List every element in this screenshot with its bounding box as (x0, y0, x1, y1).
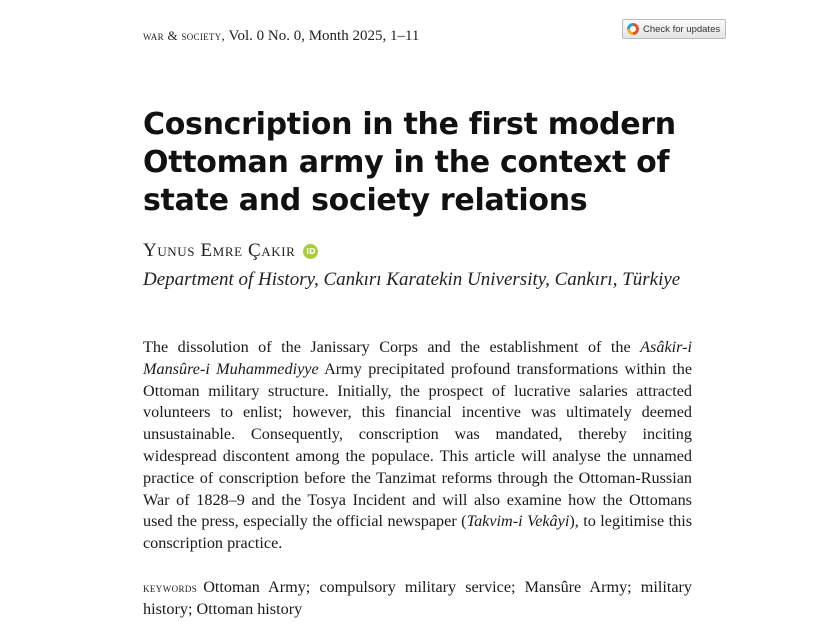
abstract-part-3: ), to legitimise this conscription practice. (143, 512, 692, 553)
keywords-text: Ottoman Army; compulsory military service; Mansûre Army; military history; Ottoman history (143, 578, 692, 618)
keywords (143, 577, 692, 621)
abstract (143, 337, 692, 555)
abstract-newspaper-name: Takvim-i Vekâyi (466, 512, 570, 531)
crossmark-icon (627, 23, 639, 35)
author-affiliation: Department of History, Cankırı Karatekin University, Cankırı, Türkiye (143, 269, 681, 290)
check-for-updates-button[interactable] (622, 19, 726, 39)
abstract-part-2: Army precipitated profound transformations within the Ottoman military structure. Initially, the prospect of lucrative salaries attracted volunteers to enlist; however, this financial incentive was ultimately deemed unsustainable. Consequently, conscription was mandated, thereby inciting widespread discontent among the populace. This article will analyse the unnamed practice of conscription before the Tanzimat reforms through the Ottoman-Russian War of 1828–9 and the Tosya Incident and will also examine how the Ottomans used the press, especially the official newspaper ( (143, 359, 692, 531)
journal-citation (143, 28, 419, 45)
author-line (143, 240, 318, 262)
author-name: Yunus Emre Çakır (143, 240, 296, 261)
abstract-army-name: Asâkir-i Mansûre-i Muhammediyye (143, 338, 692, 378)
journal-name: war & society, (143, 28, 226, 43)
abstract-part-1: The dissolution of the Janissary Corps and the establishment of the (143, 338, 641, 356)
issue-info: Vol. 0 No. 0, Month 2025, 1–11 (228, 28, 420, 44)
check-for-updates-label: Check for updates (643, 23, 721, 35)
article-title: Cosncription in the first modern Ottoman army in the context of state and society relations (143, 107, 676, 218)
keywords-label: keywords (143, 580, 198, 595)
orcid-icon[interactable]: iD (303, 244, 318, 259)
